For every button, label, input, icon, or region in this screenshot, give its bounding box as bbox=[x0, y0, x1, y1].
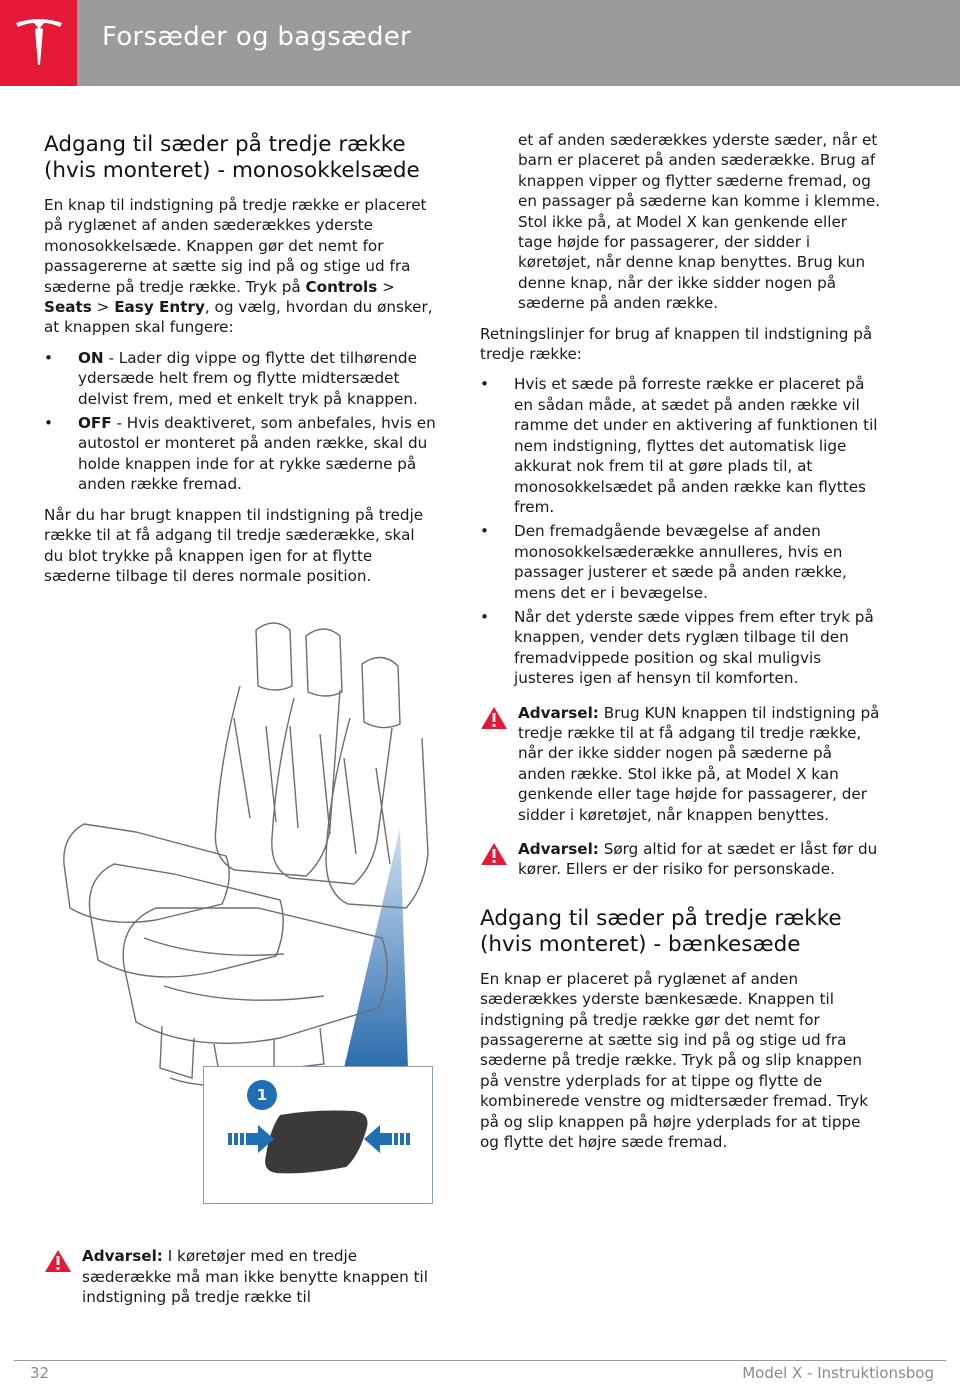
page-header bbox=[0, 0, 960, 86]
callout-number: 1 bbox=[256, 1086, 268, 1105]
list-item: • Den fremadgående bevægelse af anden monosokkelsæderække annulleres, hvis en passager justerer et sæde på anden række, mens det er i bevægelse. bbox=[480, 521, 882, 603]
menu-path-controls: Controls bbox=[305, 277, 378, 296]
list-item: • Hvis et sæde på forreste række er placeret på en sådan måde, at sædet på anden række vil ramme det under en aktivering af funktionen til nem indstigning, flyttes det automatisk lige akkurat nok frem til at gøre plads til, at monosokkelsædet på anden række kan flyttes frem. bbox=[480, 374, 882, 517]
intro-paragraph: En knap til indstigning på tredje række er placeret på ryglænet af anden sæderækkes yderste monosokkelsæde. Knappen gør det nemt for passagererne at sætte sig ind på og stige ud fra sæderne på tredje række. Tryk på Controls > Seats > Easy Entry, og vælg, hvordan du ønsker, at knappen skal fungere: bbox=[44, 196, 433, 337]
warning-block: Advarsel: Brug KUN knappen til indstigning på tredje række til at få adgang til tredje række, når der ikke sidder nogen på sæderne på anden række. Stol ikke på, at Model X kan genkende eller tage højde for passagerer, der sidder i køretøjet, når knappen benyttes. bbox=[480, 703, 882, 825]
warning-block: Advarsel: I køretøjer med en tredje sæderække må man ikke benytte knappen til indstigning på tredje række til bbox=[44, 1246, 436, 1307]
guidelines-intro: Retningslinjer for brug af knappen til indstigning på tredje række: bbox=[480, 324, 873, 364]
option-list bbox=[44, 348, 436, 495]
bench-paragraph: En knap er placeret på ryglænet af anden sæderækkes yderste bænkesæde. Knappen til indstigning på tredje række gør det nemt for passagererne at sætte sig ind på og stige ud fra sæderne på tredje række. Tryk på og slip knappen på venstre yderplads for at tippe og flytte de kombinerede venstre og midtersæder fremad. Tryk på og slip knappen på højre yderplads for at tippe og flytte det højre sæde fremad. bbox=[480, 969, 869, 1152]
list-item: • ON - Lader dig vippe og flytte det tilhørende ydersæde helt frem og flytte midtersædet delvist frem, med et enkelt tryk på knappen. bbox=[44, 348, 436, 409]
page-title: Forsæder og bagsæder bbox=[102, 22, 412, 52]
section-heading-bench: Adgang til sæder på tredje række (hvis monteret) - bænkesæde bbox=[480, 905, 842, 957]
list-item: • Når det yderste sæde vippes frem efter tryk på knappen, vender dets ryglæn tilbage til den fremadvippede position og skal muligvis justeres igen af hensyn til komforten. bbox=[480, 607, 882, 689]
warning-icon bbox=[44, 1249, 72, 1273]
tesla-logo-icon bbox=[14, 17, 64, 69]
warning-continuation: et af anden sæderækkes yderste sæder, når et barn er placeret på anden sæderække. Brug af knappen vipper og flytter sæderne fremad, og en passager på sæderne kan komme i klemme. Stol ikke på, at Model X kan genkende eller tage højde for passagerer, der sidder i køretøjet, når denne knap benyttes. Brug kun denne knap, når der ikke sidder nogen på sæderne på anden række. bbox=[518, 131, 881, 313]
tesla-logo bbox=[0, 0, 77, 86]
menu-path-seats: Seats bbox=[44, 298, 92, 317]
footer-divider bbox=[14, 1360, 946, 1361]
section-heading-mono: Adgang til sæder på tredje række (hvis monteret) - monosokkelsæde bbox=[44, 132, 420, 183]
button-callout-drawing bbox=[204, 1067, 432, 1203]
left-column bbox=[44, 132, 436, 1318]
page-number: 32 bbox=[30, 1364, 50, 1382]
footer-manual-title: Model X - Instruktionsbog bbox=[742, 1364, 934, 1382]
warning-icon bbox=[480, 842, 508, 866]
seat-illustration bbox=[44, 608, 436, 1228]
menu-path-easy-entry: Easy Entry bbox=[114, 298, 205, 317]
guidelines-list bbox=[480, 374, 882, 688]
easy-entry-button-callout bbox=[203, 1066, 433, 1204]
list-item: • OFF - Hvis deaktiveret, som anbefales, hvis en autostol er monteret på anden række, skal du holde knappen inde for at rykke sæderne på anden række fremad. bbox=[44, 413, 436, 495]
right-column bbox=[480, 130, 882, 1162]
return-paragraph: Når du har brugt knappen til indstigning på tredje række til at få adgang til tredje sæderække, skal du blot trykke på knappen igen for at flytte sæderne tilbage til deres normale position. bbox=[44, 505, 424, 585]
warning-icon bbox=[480, 706, 508, 730]
warning-block: Advarsel: Sørg altid for at sædet er låst før du kører. Ellers er der risiko for personskade. bbox=[480, 839, 882, 880]
